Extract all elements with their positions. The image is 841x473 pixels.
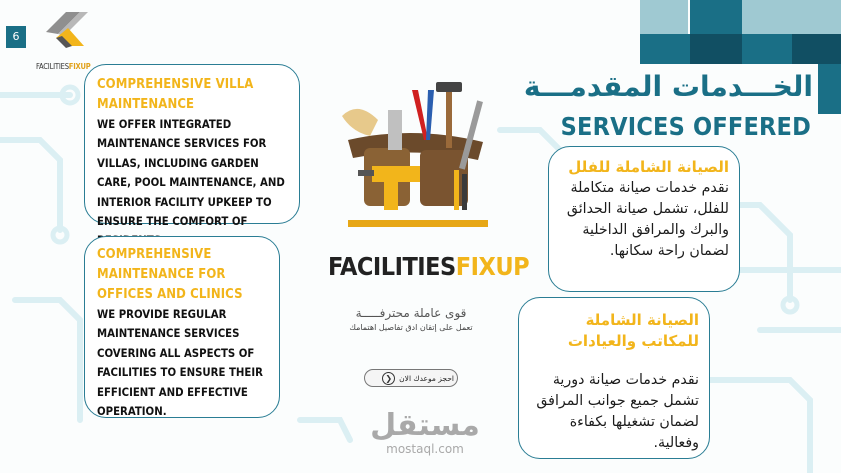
logo-mark-icon — [42, 6, 90, 60]
logo-text — [36, 62, 96, 71]
card-text: WE PROVIDE REGULAR MAINTENANCE SERVICES COVERING ALL ASPECTS OF FACILITIES TO ENSURE THEIR EFFICIENT AND EFFECTIVE OPERATION. — [97, 308, 263, 419]
brand-part2: FIXUP — [455, 252, 530, 281]
book-appointment-label: احجز موعدك الان — [399, 373, 454, 383]
tagline — [336, 305, 486, 334]
card-offices-clinics-ar — [518, 297, 710, 459]
deco-square — [690, 0, 742, 34]
tagline-line1: قوى عاملة محترفـــــة — [355, 306, 467, 320]
book-appointment-button[interactable] — [364, 369, 458, 387]
card-villa-maintenance-en — [84, 64, 300, 229]
card-title: الصيانة الشاملة للمكاتب والعيادات — [567, 311, 699, 350]
watermark-english: mostaql.com — [386, 442, 464, 456]
deco-square — [742, 0, 841, 34]
title-arabic: الخـــدمات المقدمـــة — [523, 70, 813, 103]
card-text: نقدم خدمات صيانة متكاملة للفلل، تشمل صيانة الحدائق والبرك والمرافق الداخلية لضمان راحة سكانها. — [566, 180, 729, 259]
card-villa-maintenance-ar — [548, 146, 740, 292]
card-offices-clinics-en — [84, 236, 280, 418]
logo-text-part1: FACILITIES — [36, 62, 69, 71]
chevron-left-icon: ❮ — [382, 372, 395, 385]
logo-text-part2: FIXUP — [68, 62, 91, 71]
deco-square — [640, 0, 688, 34]
card-text: نقدم خدمات صيانة دورية تشمل جميع جوانب المرافق لضمان تشغيلها بكفاءة وفعالية. — [536, 372, 699, 451]
deco-square — [742, 34, 792, 64]
watermark-arabic: مستقل — [370, 408, 480, 443]
card-text: WE OFFER INTEGRATED MAINTENANCE SERVICES FOR VILLAS, INCLUDING GARDEN CARE, POOL MAINTENANCE, AND INTERIOR FACILITY UPKEEP TO ENSURE THE COMFORT OF — [97, 118, 285, 229]
brand-part1: FACILITIES — [328, 252, 456, 281]
title-english: SERVICES OFFERED — [560, 112, 811, 141]
deco-square — [818, 64, 841, 114]
page-number: 6 — [6, 26, 26, 48]
tagline-line2: تعمل على إتقان ادق تفاصيل اهتمامك — [349, 323, 473, 332]
deco-square — [640, 34, 690, 64]
deco-square — [792, 34, 841, 64]
card-title: الصيانة الشاملة للفلل — [568, 158, 729, 176]
tool-belt-image — [328, 70, 498, 236]
brand-name — [328, 252, 530, 281]
deco-square — [690, 34, 742, 64]
card-title: COMPREHENSIVE MAINTENANCE FOR OFFICES AND CLINICS — [97, 247, 243, 302]
logo — [36, 6, 96, 72]
card-title: COMPREHENSIVE VILLA MAINTENANCE — [97, 77, 254, 112]
watermark — [360, 410, 490, 456]
